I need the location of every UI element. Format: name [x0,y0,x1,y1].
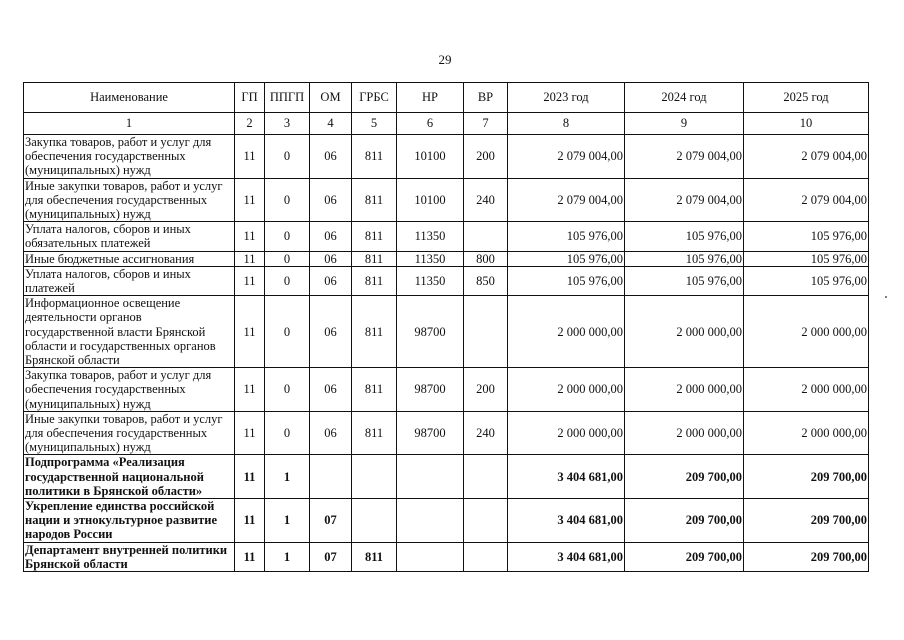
scan-speck [885,296,887,298]
cell-nr: 11350 [397,266,464,295]
column-number: 6 [397,113,464,135]
cell-2023: 2 000 000,00 [508,368,625,412]
cell-vr: 200 [464,135,508,179]
cell-gp: 11 [235,411,265,455]
cell-om: 06 [310,251,352,266]
column-number: 8 [508,113,625,135]
cell-2024: 105 976,00 [625,251,744,266]
cell-2023: 2 000 000,00 [508,411,625,455]
header-cell-ppgp: ППГП [265,83,310,113]
column-number: 5 [352,113,397,135]
cell-2025: 105 976,00 [744,222,869,251]
cell-2024: 105 976,00 [625,266,744,295]
table-row [24,251,869,266]
table-row [24,296,869,368]
cell-nr: 98700 [397,411,464,455]
cell-name: Закупка товаров, работ и услуг для обеспечения государственных (муниципальных) нужд [24,135,235,179]
cell-2024: 2 000 000,00 [625,368,744,412]
table-row [24,178,869,222]
table-row [24,499,869,543]
cell-gp: 11 [235,266,265,295]
column-number-row [24,113,869,135]
cell-nr: 10100 [397,135,464,179]
cell-grbs [352,499,397,543]
cell-ppgp: 0 [265,368,310,412]
header-cell-om: ОМ [310,83,352,113]
cell-2023: 2 079 004,00 [508,135,625,179]
cell-2025: 105 976,00 [744,266,869,295]
cell-gp: 11 [235,296,265,368]
cell-om: 06 [310,266,352,295]
cell-grbs: 811 [352,222,397,251]
budget-table [23,82,869,572]
table-row [24,455,869,499]
cell-vr: 850 [464,266,508,295]
cell-nr: 11350 [397,251,464,266]
cell-name: Уплата налогов, сборов и иных платежей [24,266,235,295]
cell-om: 06 [310,222,352,251]
cell-2024: 209 700,00 [625,499,744,543]
header-cell-name: Наименование [24,83,235,113]
cell-ppgp: 1 [265,499,310,543]
cell-grbs: 811 [352,368,397,412]
cell-name: Закупка товаров, работ и услуг для обеспечения государственных (муниципальных) нужд [24,368,235,412]
header-row [24,83,869,113]
cell-name: Уплата налогов, сборов и иных обязательных платежей [24,222,235,251]
cell-gp: 11 [235,455,265,499]
cell-2025: 2 000 000,00 [744,411,869,455]
cell-2024: 2 000 000,00 [625,296,744,368]
cell-nr: 98700 [397,368,464,412]
cell-2023: 3 404 681,00 [508,542,625,571]
cell-gp: 11 [235,178,265,222]
cell-vr: 240 [464,411,508,455]
cell-nr [397,542,464,571]
cell-vr: 200 [464,368,508,412]
column-number: 4 [310,113,352,135]
cell-2025: 2 000 000,00 [744,368,869,412]
cell-ppgp: 0 [265,411,310,455]
cell-vr [464,499,508,543]
cell-gp: 11 [235,542,265,571]
cell-ppgp: 0 [265,222,310,251]
cell-2025: 209 700,00 [744,455,869,499]
cell-name: Иные бюджетные ассигнования [24,251,235,266]
header-cell-2024: 2024 год [625,83,744,113]
cell-ppgp: 0 [265,178,310,222]
column-number: 7 [464,113,508,135]
cell-vr [464,222,508,251]
cell-2023: 3 404 681,00 [508,499,625,543]
cell-gp: 11 [235,222,265,251]
cell-2024: 2 000 000,00 [625,411,744,455]
cell-2025: 209 700,00 [744,499,869,543]
cell-gp: 11 [235,368,265,412]
cell-ppgp: 1 [265,455,310,499]
cell-2024: 105 976,00 [625,222,744,251]
cell-vr: 800 [464,251,508,266]
cell-2025: 105 976,00 [744,251,869,266]
cell-name: Информационное освещение деятельности органов государственной власти Брянской области и государственных органов Брянской области [24,296,235,368]
cell-2023: 3 404 681,00 [508,455,625,499]
cell-nr [397,455,464,499]
column-number: 1 [24,113,235,135]
cell-2023: 105 976,00 [508,222,625,251]
cell-gp: 11 [235,135,265,179]
cell-2025: 2 079 004,00 [744,135,869,179]
column-number: 3 [265,113,310,135]
cell-name: Подпрограмма «Реализация государственной национальной политики в Брянской области» [24,455,235,499]
cell-ppgp: 0 [265,266,310,295]
cell-nr: 11350 [397,222,464,251]
header-cell-nr: НР [397,83,464,113]
cell-2025: 2 079 004,00 [744,178,869,222]
cell-grbs: 811 [352,178,397,222]
table-row [24,542,869,571]
page-number: 29 [438,52,452,67]
cell-gp: 11 [235,251,265,266]
cell-vr [464,296,508,368]
cell-ppgp: 0 [265,296,310,368]
cell-2023: 105 976,00 [508,266,625,295]
cell-name: Иные закупки товаров, работ и услуг для обеспечения государственных (муниципальных) нужд [24,411,235,455]
cell-ppgp: 0 [265,251,310,266]
cell-om: 06 [310,178,352,222]
cell-vr: 240 [464,178,508,222]
cell-vr [464,542,508,571]
cell-ppgp: 0 [265,135,310,179]
cell-grbs: 811 [352,135,397,179]
cell-om: 06 [310,135,352,179]
cell-2023: 105 976,00 [508,251,625,266]
table-body [24,135,869,572]
cell-name: Иные закупки товаров, работ и услуг для обеспечения государственных (муниципальных) нужд [24,178,235,222]
cell-om: 07 [310,542,352,571]
cell-name: Укрепление единства российской нации и этнокультурное развитие народов России [24,499,235,543]
header-cell-2023: 2023 год [508,83,625,113]
cell-grbs: 811 [352,266,397,295]
header-cell-gp: ГП [235,83,265,113]
cell-vr [464,455,508,499]
cell-2024: 2 079 004,00 [625,135,744,179]
cell-grbs: 811 [352,251,397,266]
cell-2023: 2 000 000,00 [508,296,625,368]
cell-om: 06 [310,411,352,455]
cell-2024: 2 079 004,00 [625,178,744,222]
cell-grbs [352,455,397,499]
cell-om: 06 [310,296,352,368]
table-row [24,266,869,295]
cell-om: 06 [310,368,352,412]
cell-name: Департамент внутренней политики Брянской области [24,542,235,571]
column-number: 2 [235,113,265,135]
cell-om [310,455,352,499]
cell-2023: 2 079 004,00 [508,178,625,222]
cell-gp: 11 [235,499,265,543]
cell-grbs: 811 [352,296,397,368]
cell-nr: 10100 [397,178,464,222]
cell-om: 07 [310,499,352,543]
table-row [24,368,869,412]
cell-grbs: 811 [352,542,397,571]
cell-nr: 98700 [397,296,464,368]
table-row [24,411,869,455]
table-row [24,135,869,179]
header-cell-2025: 2025 год [744,83,869,113]
cell-2025: 2 000 000,00 [744,296,869,368]
table-row [24,222,869,251]
column-number: 9 [625,113,744,135]
column-number: 10 [744,113,869,135]
cell-nr [397,499,464,543]
cell-grbs: 811 [352,411,397,455]
cell-2024: 209 700,00 [625,455,744,499]
header-cell-vr: ВР [464,83,508,113]
cell-ppgp: 1 [265,542,310,571]
header-cell-grbs: ГРБС [352,83,397,113]
cell-2025: 209 700,00 [744,542,869,571]
cell-2024: 209 700,00 [625,542,744,571]
